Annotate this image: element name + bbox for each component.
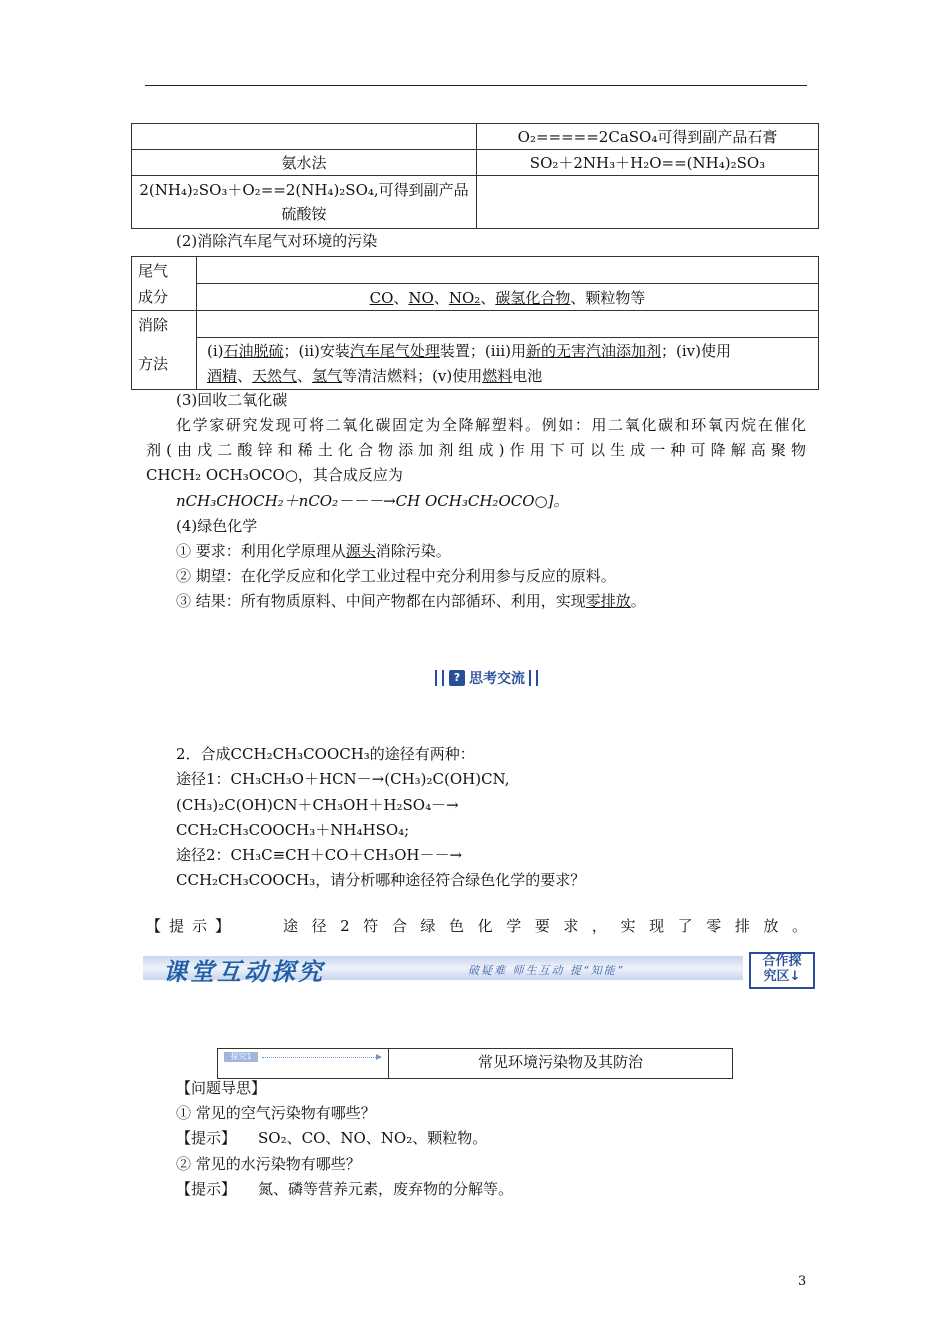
guide-a2: 【提示】 氮、磷等营养元素，废弃物的分解等。 (176, 1180, 514, 1198)
q2-line-2: 途径1：CH₃CH₃O＋HCN－→(CH₃)₂C(OH)CN, (176, 770, 510, 788)
question-icon: ? (449, 670, 465, 686)
arrow-icon (262, 1057, 380, 1058)
guide-a1: 【提示】 SO₂、CO、NO、NO₂、颗粒物。 (176, 1129, 488, 1147)
sec3-equation: nCH₃CHOCH₂＋nCO₂－－－→CH OCH₃CH₂OCO○]。 (176, 492, 569, 510)
cell-blank (197, 257, 819, 284)
sec2-title: (2)消除汽车尾气对环境的污染 (176, 232, 378, 250)
label-removal: 消除 (132, 311, 197, 338)
page-number: 3 (798, 1274, 807, 1289)
guide-q1: ① 常见的空气污染物有哪些？ (176, 1104, 376, 1122)
comp-no: NO (408, 288, 434, 307)
sec3-para-2: 剂(由戊二酸锌和稀土化合物添加剂组成)作用下可以生成一种可降解高聚物 (146, 441, 806, 459)
sec4-item-3: ③ 结果：所有物质原料、中间产物都在内部循环、利用，实现零排放。 (176, 592, 646, 610)
banner-title: 课堂互动探究 (163, 957, 325, 986)
cell-ammonium-sulfate: 2(NH₄)₂SO₃＋O₂==2(NH₄)₂SO₄,可得到副产品 硫酸铵 (132, 176, 477, 229)
sec3-title: (3)回收二氧化碳 (176, 391, 288, 409)
banner-box: 合作探 究区↓ (749, 952, 815, 989)
section-tag: 探究1 (224, 1052, 258, 1062)
cell-gypsum: O₂=====2CaSO₄可得到副产品石膏 (477, 124, 819, 150)
classroom-banner (143, 950, 815, 988)
q2-line-1: 2．合成CCH₂CH₃COOCH₃的途径有两种： (176, 745, 475, 763)
banner-tagline: 破疑难 师生互动 提“知能” (468, 964, 625, 977)
exhaust-table (131, 256, 819, 390)
cell-methods: (ⅰ)石油脱硫；(ⅱ)安装汽车尾气处理装置；(ⅲ)用新的无害汽油添加剂；(ⅳ)使用 酒精、天然气、氢气等清洁燃料；(ⅴ)使用燃料电池 (197, 338, 819, 390)
cell-empty-2 (477, 176, 819, 229)
q2-line-6: CCH₂CH₃COOCH₃，请分析哪种途径符合绿色化学的要求？ (176, 871, 586, 889)
hint-label: 【提示】 (146, 917, 236, 935)
section-header (217, 1048, 733, 1079)
comp-co: CO (369, 288, 394, 307)
guide-title: 【问题导思】 (176, 1079, 267, 1097)
comp-hydrocarbon: 碳氢化合物 (495, 288, 571, 307)
cell-ammonia-method: 氨水法 (132, 150, 477, 176)
sec4-title: (4)绿色化学 (176, 517, 258, 535)
q2-line-3: (CH₃)₂C(OH)CN＋CH₃OH＋H₂SO₄－→ (176, 796, 459, 814)
sec3-para-1: 化学家研究发现可将二氧化碳固定为全降解塑料。例如：用二氧化碳和环氧丙烷在催化 (176, 416, 806, 434)
label-exhaust: 尾气 (132, 257, 197, 284)
cell-blank-2 (197, 311, 819, 338)
label-components: 成分 (132, 284, 197, 311)
cell-components: CO、NO、NO₂、碳氢化合物、颗粒物等 (197, 284, 819, 311)
think-exchange-heading: ? 思考交流 (435, 668, 539, 688)
section-title: 常见环境污染物及其防治 (477, 1053, 643, 1071)
label-method: 方法 (132, 338, 197, 390)
guide-q2: ② 常见的水污染物有哪些？ (176, 1155, 361, 1173)
sec3-para-3: CHCH₂ OCH₃OCO○，其合成反应为 (146, 466, 403, 484)
sec4-item-2: ② 期望：在化学反应和化学工业过程中充分利用参与反应的原料。 (176, 567, 616, 585)
q2-line-5: 途径2：CH₃C≡CH＋CO＋CH₃OH－－→ (176, 846, 463, 864)
cell-empty (132, 124, 477, 150)
sec4-item-1: ① 要求：利用化学原理从源头消除污染。 (176, 542, 451, 560)
header-rule (145, 85, 807, 86)
q2-line-4: CCH₂CH₃COOCH₃＋NH₄HSO₄; (176, 821, 410, 839)
desulfurization-table (131, 123, 819, 229)
cell-ammonia-eq: SO₂＋2NH₃＋H₂O==(NH₄)₂SO₃ (477, 150, 819, 176)
hint-text: 途径2符合绿色化学要求，实现了零排放。 (283, 917, 807, 935)
comp-no2: NO₂ (448, 288, 481, 307)
